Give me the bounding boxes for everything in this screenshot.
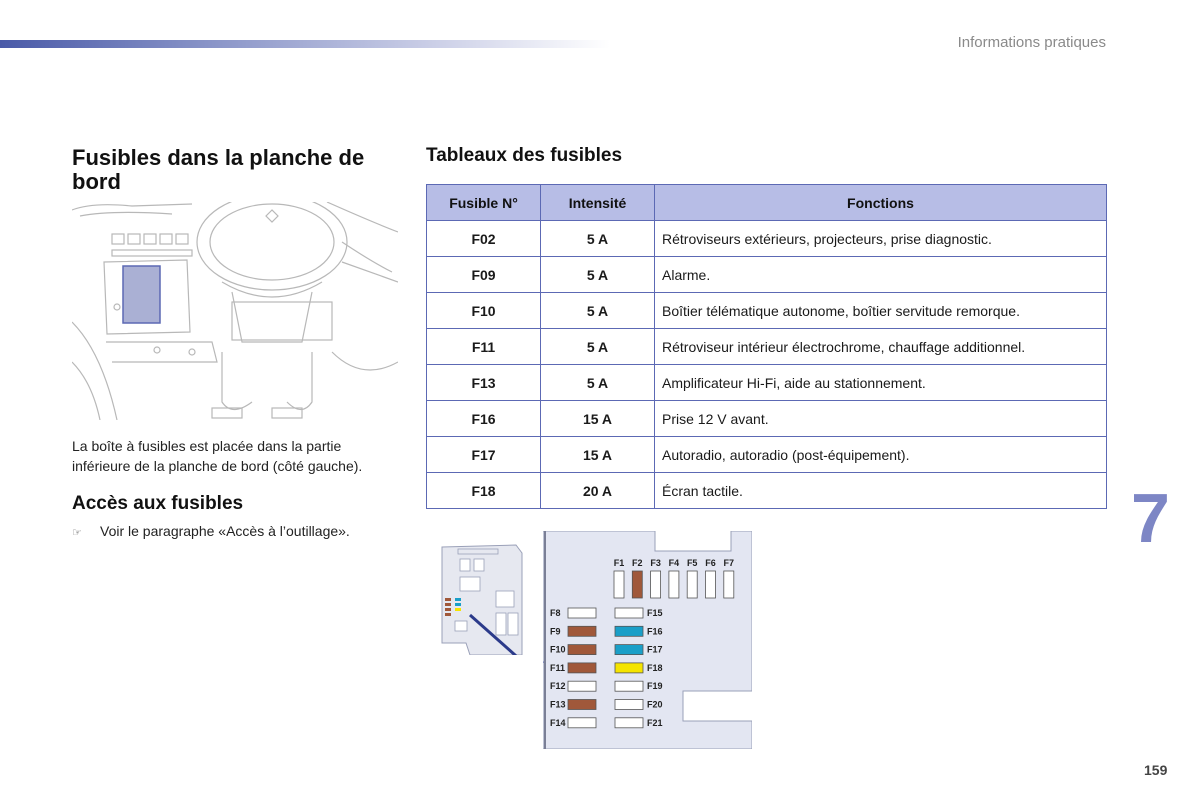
fuse-label: F16: [647, 626, 663, 637]
fuse-function: Amplificateur Hi-Fi, aide au stationnement.: [655, 365, 1107, 401]
fuse-box-detail: [543, 531, 752, 749]
fuse-label: F21: [647, 717, 663, 728]
table-row: [427, 473, 1107, 509]
fuse-slot: [615, 700, 643, 710]
fuse-amperage: 15 A: [541, 401, 655, 437]
table-row: [427, 401, 1107, 437]
fuse-slot: [614, 571, 624, 598]
fuse-number: F13: [427, 365, 541, 401]
fuse-slot: [568, 608, 596, 618]
fuse-slot: [615, 645, 643, 655]
table-row: [427, 221, 1107, 257]
fuse-amperage: 20 A: [541, 473, 655, 509]
fuse-label: F2: [632, 558, 643, 568]
fuse-slot: [615, 608, 643, 618]
fuse-number: F09: [427, 257, 541, 293]
fuse-slot: [568, 681, 596, 691]
fuse-box-overview: [440, 543, 540, 655]
table-row: [427, 365, 1107, 401]
fuse-amperage: 15 A: [541, 437, 655, 473]
fuse-amperage: 5 A: [541, 365, 655, 401]
header-gradient-bar: [0, 40, 610, 48]
fuse-slot: [724, 571, 734, 598]
fuse-number: F18: [427, 473, 541, 509]
fuse-function: Écran tactile.: [655, 473, 1107, 509]
fuse-amperage: 5 A: [541, 329, 655, 365]
fuse-label: F13: [550, 699, 566, 710]
fuse-function: Rétroviseurs extérieurs, projecteurs, prise diagnostic.: [655, 221, 1107, 257]
fuse-label: F1: [613, 558, 625, 568]
fuse-function: Rétroviseur intérieur électrochrome, chauffage additionnel.: [655, 329, 1107, 365]
fuse-label: F5: [686, 558, 698, 568]
section-title: Informations pratiques: [957, 34, 1106, 51]
fuse-amperage: 5 A: [541, 221, 655, 257]
pointing-hand-icon: ☞: [72, 527, 82, 539]
table-row: [427, 329, 1107, 365]
column-header-intensity: Intensité: [541, 185, 655, 221]
table-row: [427, 437, 1107, 473]
fuse-label: F20: [647, 699, 663, 710]
page-number: 159: [1144, 762, 1168, 778]
fuse-label: F10: [550, 644, 566, 655]
fuse-number: F02: [427, 221, 541, 257]
fuse-function: Boîtier télématique autonome, boîtier servitude remorque.: [655, 293, 1107, 329]
access-bullet: [72, 523, 350, 539]
fuse-number: F17: [427, 437, 541, 473]
fuse-label: F17: [647, 644, 663, 655]
fuse-label: F14: [550, 717, 566, 728]
dashboard-illustration: [72, 202, 398, 420]
fuse-label: F8: [550, 608, 561, 618]
table-header-row: [427, 185, 1107, 221]
fuse-slot: [632, 571, 642, 598]
table-row: [427, 293, 1107, 329]
fuse-function: Autoradio, autoradio (post-équipement).: [655, 437, 1107, 473]
fuse-label: F19: [647, 681, 663, 692]
table-row: [427, 257, 1107, 293]
fuse-label: F3: [650, 558, 661, 568]
fuse-label: F11: [550, 662, 566, 673]
fuse-label: F4: [668, 558, 680, 568]
fuse-slot: [568, 718, 596, 728]
fuse-number: F10: [427, 293, 541, 329]
fuse-slot: [568, 663, 596, 673]
fuse-label: F12: [550, 681, 566, 692]
fuse-slot: [568, 645, 596, 655]
column-header-fuse: Fusible N°: [427, 185, 541, 221]
fuse-function: Prise 12 V avant.: [655, 401, 1107, 437]
fuse-slot: [669, 571, 679, 598]
fuse-slot: [706, 571, 716, 598]
fuse-slot: [615, 663, 643, 673]
fuse-table: [426, 184, 1107, 509]
fuse-slot: [615, 718, 643, 728]
column-header-functions: Fonctions: [655, 185, 1107, 221]
fuse-number: F16: [427, 401, 541, 437]
table-heading: Tableaux des fusibles: [426, 145, 623, 166]
chapter-number: 7: [1131, 479, 1170, 557]
fuse-label: F15: [647, 608, 663, 618]
fuse-slot: [615, 681, 643, 691]
fuse-slot: [615, 626, 643, 636]
fuse-label: F6: [705, 558, 716, 568]
page-title: Fusibles dans la planche de bord: [72, 145, 365, 194]
fuse-label: F9: [550, 626, 561, 637]
fuse-box-location-text: La boîte à fusibles est placée dans la partie inférieure de la planche de bord (côté gauche).: [72, 438, 363, 474]
fuse-label: F7: [723, 558, 735, 568]
fuse-slot: [687, 571, 697, 598]
access-heading: Accès aux fusibles: [72, 493, 244, 514]
fuse-function: Alarme.: [655, 257, 1107, 293]
access-bullet-text: Voir le paragraphe «Accès à l’outillage».: [100, 523, 350, 539]
fuse-number: F11: [427, 329, 541, 365]
fuse-box-location-highlight: [123, 266, 160, 323]
fuse-slot: [651, 571, 661, 598]
fuse-amperage: 5 A: [541, 293, 655, 329]
fuse-slot: [568, 626, 596, 636]
fuse-label: F18: [647, 662, 663, 673]
fuse-amperage: 5 A: [541, 257, 655, 293]
fuse-slot: [568, 700, 596, 710]
